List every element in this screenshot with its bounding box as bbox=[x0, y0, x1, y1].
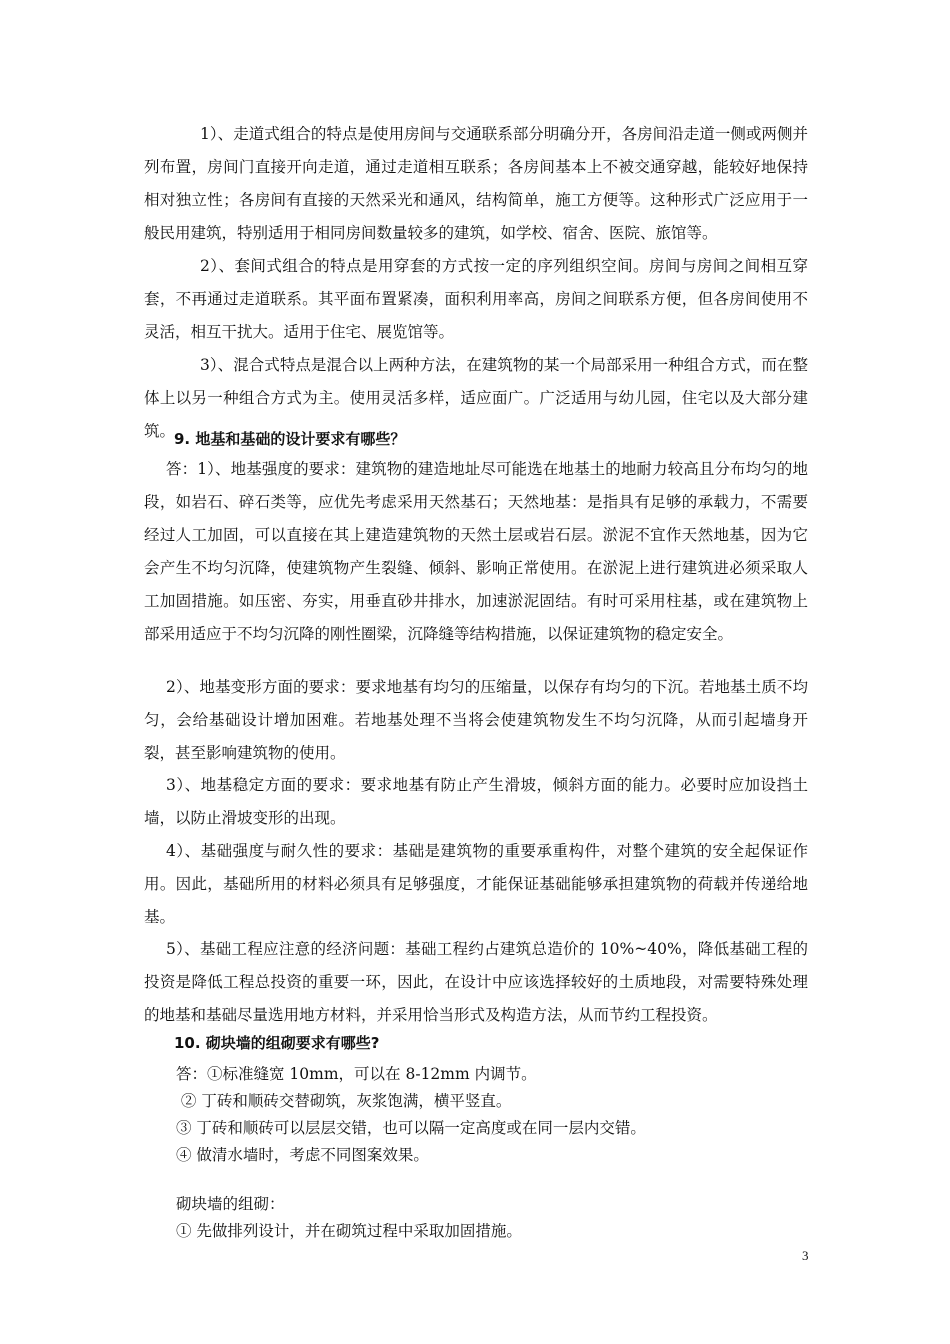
paragraph-mixed-layout: 3）、混合式特点是混合以上两种方法，在建筑物的某一个局部采用一种组合方式，而在整体上以另一种组合方式为主。使用灵活多样，适应面广。广泛适用与幼儿园，住宅以及大部分建筑。 bbox=[144, 356, 808, 440]
answer-10-line-2: ② 丁砖和顺砖交替砌筑，灰浆饱满，横平竖直。 bbox=[176, 1092, 512, 1110]
paragraph-suite-layout: 2）、套间式组合的特点是用穿套的方式按一定的序列组织空间。房间与房间之间相互穿套，不再通过走道联系。其平面布置紧凑，面积利用率高，房间之间联系方便，但各房间使用不灵活，相互干扰大。适用于住宅、展览馆等。 bbox=[144, 257, 808, 341]
answer-9-item-4: 4）、基础强度与耐久性的要求：基础是建筑物的重要承重构件，对整个建筑的安全起保证作用。因此，基础所用的材料必须具有足够强度，才能保证基础能够承担建筑物的荷载并传递给地基。 bbox=[144, 842, 808, 926]
block-wall-line-1: ① 先做排列设计，并在砌筑过程中采取加固措施。 bbox=[176, 1222, 522, 1240]
answer-10-line-4: ④ 做清水墙时，考虑不同图案效果。 bbox=[176, 1146, 429, 1164]
page-number: 3 bbox=[802, 1248, 809, 1263]
question-9-title: 9. 地基和基础的设计要求有哪些？ bbox=[174, 430, 406, 448]
answer-10-line-1: 答：①标准缝宽 10mm，可以在 8-12mm 内调节。 bbox=[176, 1065, 537, 1083]
block-wall-subheading: 砌块墙的组砌： bbox=[176, 1195, 285, 1213]
question-10-title: 10. 砌块墙的组砌要求有哪些? bbox=[174, 1034, 380, 1052]
answer-9-item-2: 2）、地基变形方面的要求：要求地基有均匀的压缩量，以保存有均匀的下沉。若地基土质不均匀，会给基础设计增加困难。若地基处理不当将会使建筑物发生不均匀沉降，从而引起墙身开裂，甚至影响建筑物的使用。 bbox=[144, 678, 808, 762]
answer-9-item-3: 3）、地基稳定方面的要求：要求地基有防止产生滑坡，倾斜方面的能力。必要时应加设挡土墙，以防止滑坡变形的出现。 bbox=[144, 776, 808, 827]
answer-9-item-5: 5）、基础工程应注意的经济问题：基础工程约占建筑总造价的 10%~40%，降低基础工程的投资是降低工程总投资的重要一环，因此，在设计中应该选择较好的土质地段，对需要特殊处理的地基和基础尽量选用地方材料，并采用恰当形式及构造方法，从而节约工程投资。 bbox=[144, 940, 808, 1024]
answer-10-line-3: ③ 丁砖和顺砖可以层层交错，也可以隔一定高度或在同一层内交错。 bbox=[176, 1119, 646, 1137]
answer-9-item-1: 答：1）、地基强度的要求：建筑物的建造地址尽可能选在地基土的地耐力较高且分布均匀的地段，如岩石、碎石类等，应优先考虑采用天然基石；天然地基：是指具有足够的承载力，不需要经过人工加固，可以直接在其上建造建筑物的天然土层或岩石层。淤泥不宜作天然地基，因为它会产生不均匀沉降，使建筑物产生裂缝、倾斜、影响正常使用。在淤泥上进行建筑进必须采取人工加固措施。如压密、夯实，用垂直砂井排水，加速淤泥固结。有时可采用柱基，或在建筑物上部采用适应于不均匀沉降的刚性圈梁，沉降缝等结构措施，以保证建筑物的稳定安全。 bbox=[144, 460, 808, 643]
paragraph-corridor-layout: 1）、走道式组合的特点是使用房间与交通联系部分明确分开，各房间沿走道一侧或两侧并列布置，房间门直接开向走道，通过走道相互联系；各房间基本上不被交通穿越，能较好地保持相对独立性；各房间有直接的天然采光和通风，结构简单，施工方便等。这种形式广泛应用于一般民用建筑，特别适用于相同房间数量较多的建筑，如学校、宿舍、医院、旅馆等。 bbox=[144, 125, 808, 242]
